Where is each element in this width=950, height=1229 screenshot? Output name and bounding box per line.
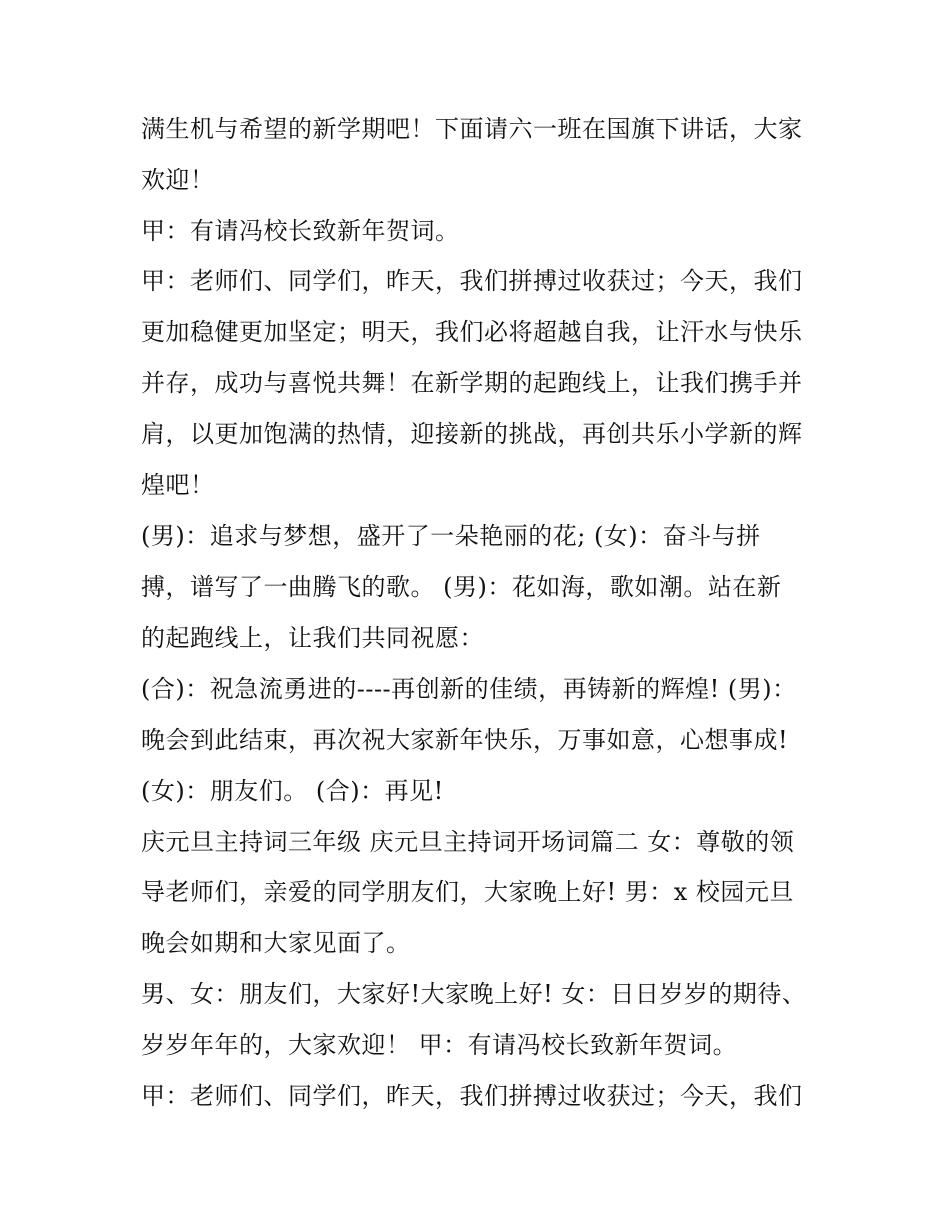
text-line: 满生机与希望的新学期吧！下面请六一班在国旗下讲话，大家 (141, 115, 803, 143)
text-line: 导老师们，亲爱的同学朋友们，大家晚上好! 男：x 校园元旦 (141, 878, 794, 906)
text-line: 欢迎！ (141, 166, 215, 194)
text-line: (男)：追求与梦想，盛开了一朵艳丽的花; (女)：奋斗与拼 (141, 522, 761, 550)
text-line: 岁岁年年的，大家欢迎！ 甲：有请冯校长致新年贺词。 (141, 1031, 738, 1059)
text-line: 更加稳健更加坚定；明天，我们必将超越自我，让汗水与快乐 (141, 318, 803, 346)
text-line: 晚会如期和大家见面了。 (141, 929, 411, 957)
text-line: (女)：朋友们。 (合)：再见! (141, 777, 444, 805)
text-line: 煌吧！ (141, 471, 215, 499)
text-line: 并存，成功与喜悦共舞！在新学期的起跑线上，让我们携手并 (141, 369, 803, 397)
text-line: 肩，以更加饱满的热情，迎接新的挑战，再创共乐小学新的辉 (141, 420, 803, 448)
text-line: (合)：祝急流勇进的----再创新的佳绩，再铸新的辉煌! (男)： (141, 675, 797, 703)
text-line: 甲：老师们、同学们，昨天，我们拼搏过收获过；今天，我们 (141, 1082, 803, 1110)
text-line: 甲：老师们、同学们，昨天，我们拼搏过收获过；今天，我们 (141, 267, 803, 295)
text-line: 男、女：朋友们，大家好!大家晚上好! 女：日日岁岁的期待、 (141, 980, 807, 1008)
text-line: 甲：有请冯校长致新年贺词。 (141, 217, 460, 245)
text-line: 晚会到此结束，再次祝大家新年快乐，万事如意，心想事成! (141, 726, 789, 754)
text-line: 庆元旦主持词三年级 庆元旦主持词开场词篇二 女：尊敬的领 (141, 828, 795, 856)
text-line: 的起跑线上，让我们共同祝愿： (141, 624, 484, 652)
text-line: 搏，谱写了一曲腾飞的歌。 (男)：花如海，歌如潮。站在新 (141, 573, 782, 601)
